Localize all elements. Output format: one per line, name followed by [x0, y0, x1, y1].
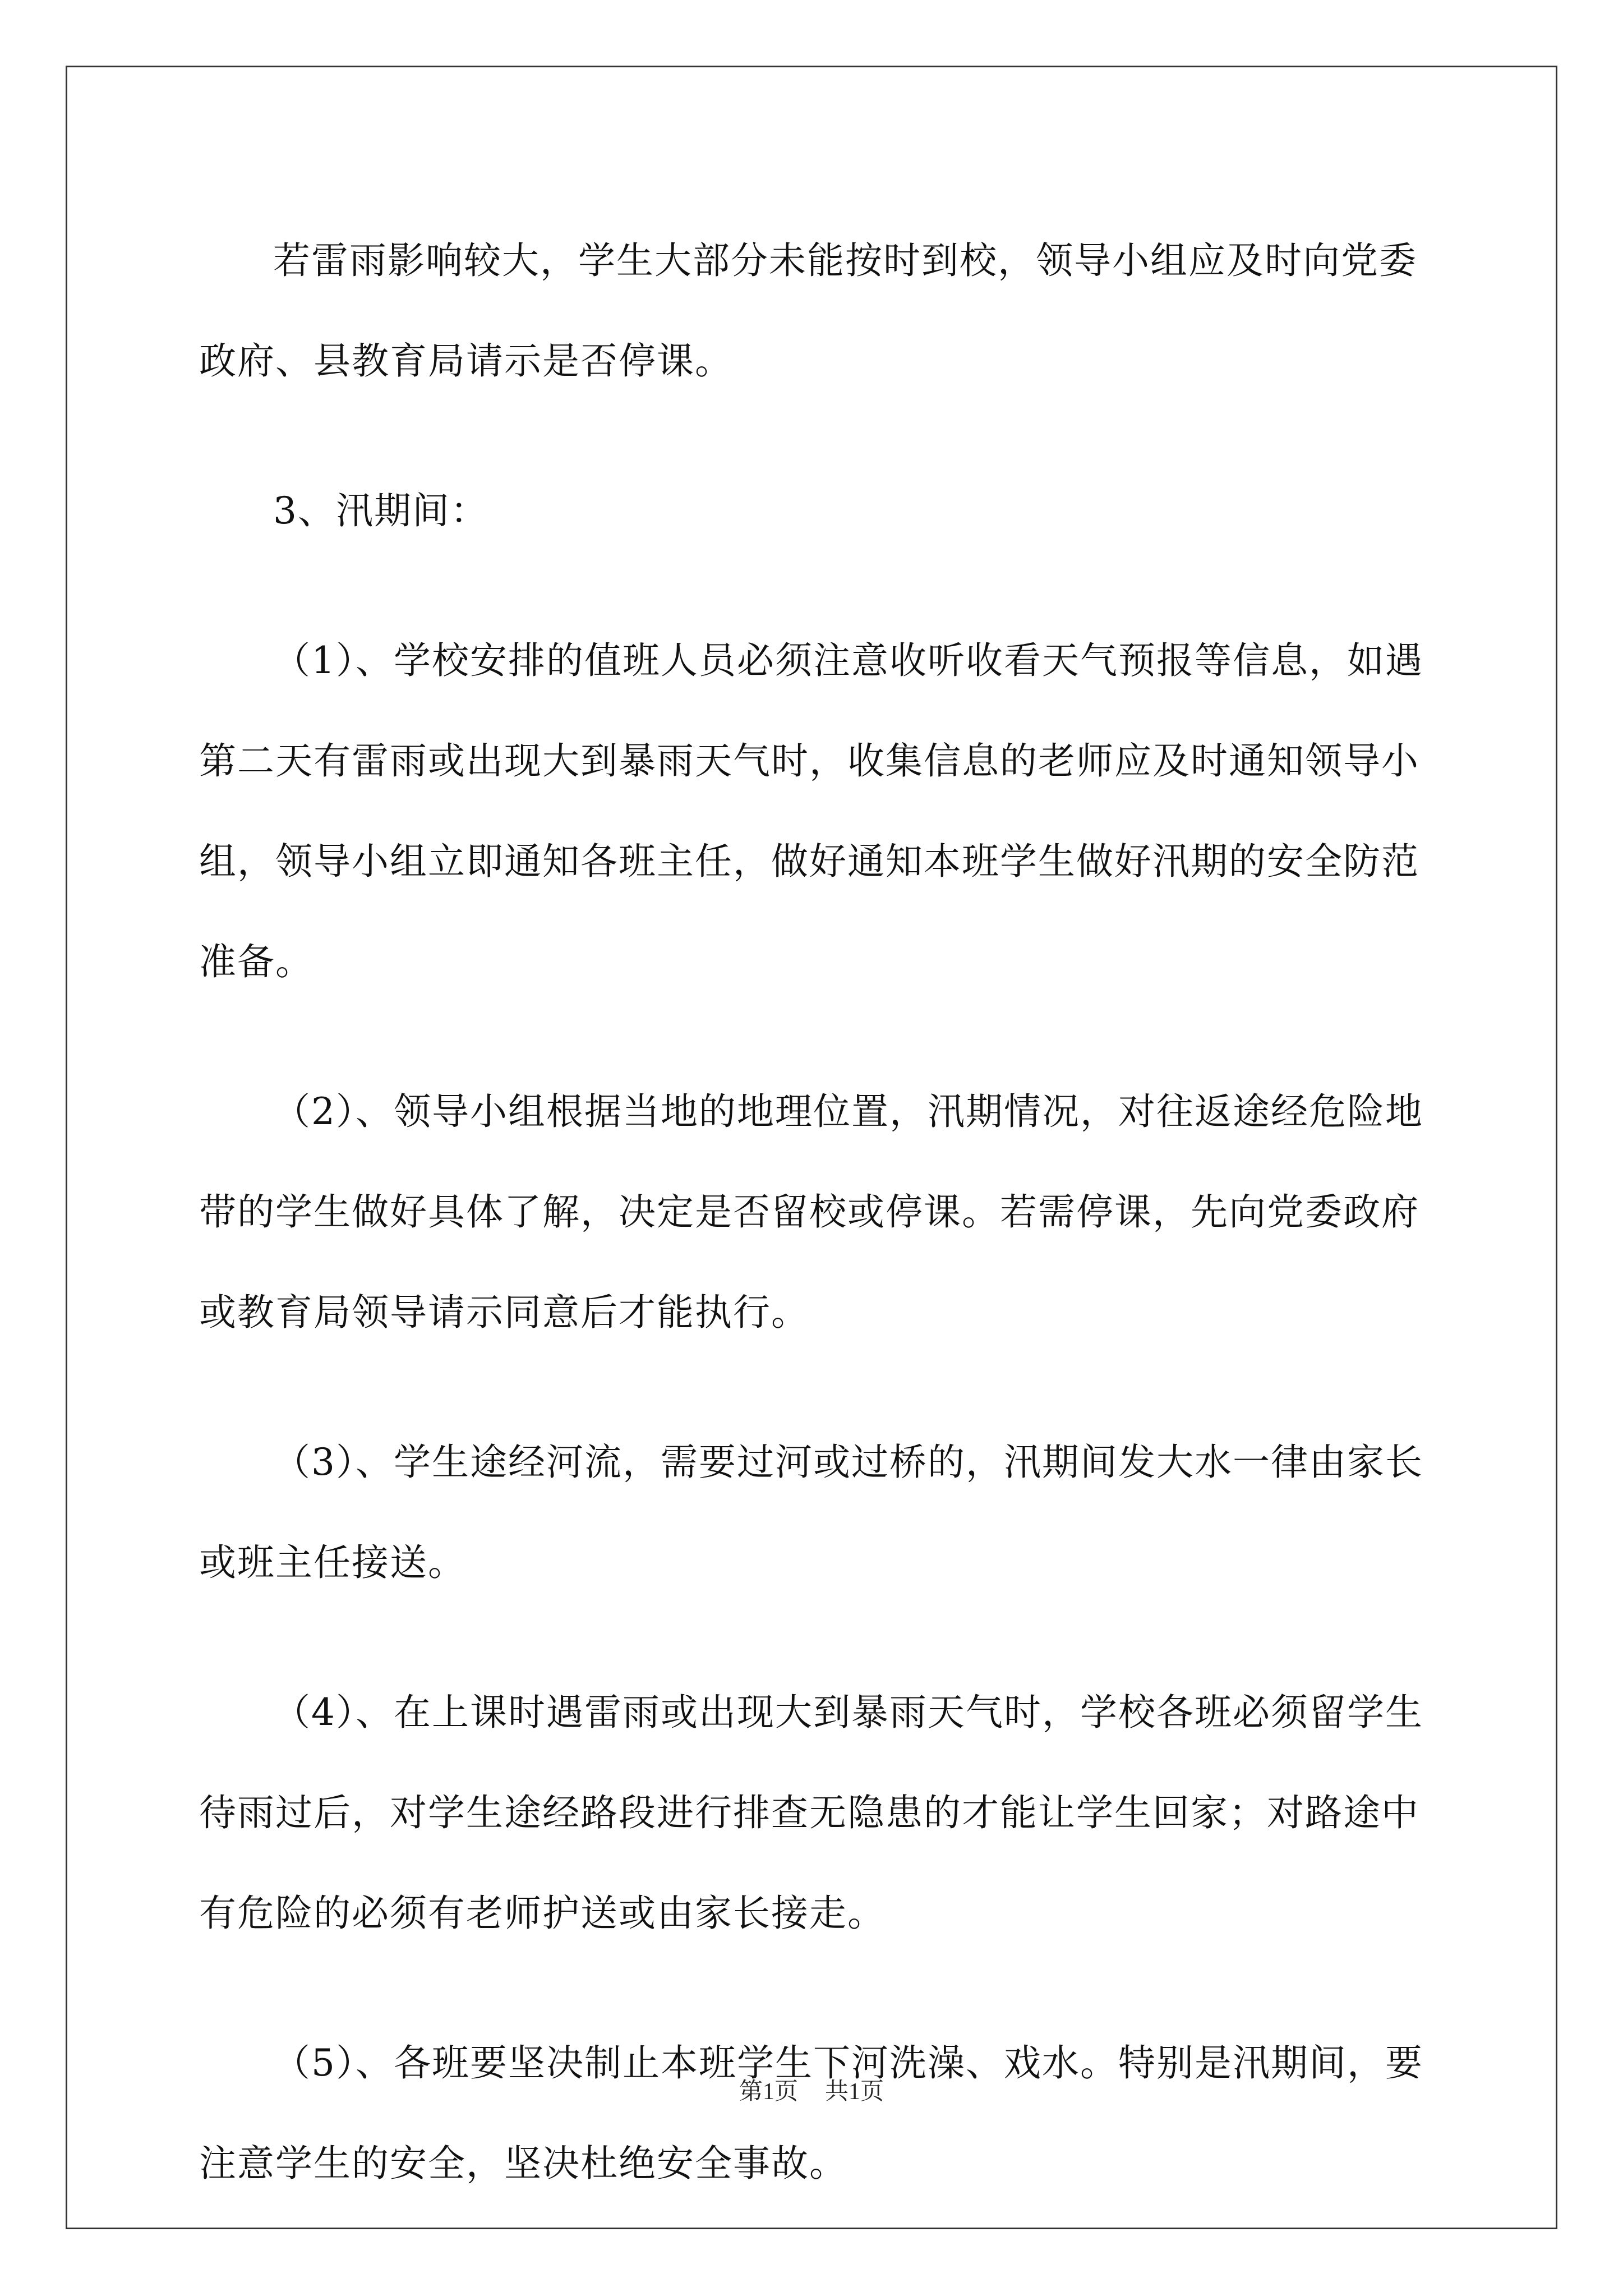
paragraph-item-5: （5）、各班要坚决制止本班学生下河洗澡、戏水。特别是汛期间，要注意学生的安全，坚决杜绝安全事故。 [199, 2041, 1423, 2185]
page-number-total: 共1页 [825, 2079, 884, 2105]
paragraph-item-2: （2）、领导小组根据当地的地理位置，汛期情况，对往返途经危险地带的学生做好具体了解，决定是否留校或停课。若需停课，先向党委政府或教育局领导请示同意后才能执行。 [199, 1090, 1423, 1334]
page-number-current: 第1页 [739, 2079, 798, 2105]
document-body [199, 210, 1433, 2263]
paragraph-suspension-request: 若雷雨影响较大，学生大部分未能按时到校，领导小组应及时向党委政府、县教育局请示是否停课。 [199, 239, 1417, 383]
paragraph-item-4: （4）、在上课时遇雷雨或出现大到暴雨天气时，学校各班必须留学生待雨过后，对学生途经路段进行排查无隐患的才能让学生回家；对路途中有危险的必须有老师护送或由家长接走。 [199, 1691, 1423, 1935]
section-heading-flood-season: 3、汛期间： [273, 489, 488, 532]
paragraph-item-1: （1）、学校安排的值班人员必须注意收听收看天气预报等信息，如遇第二天有雷雨或出现大到暴雨天气时，收集信息的老师应及时通知领导小组，领导小组立即通知各班主任，做好通知本班学生做好汛期的安全防范准备。 [199, 639, 1423, 983]
paragraph-item-3: （3）、学生途经河流，需要过河或过桥的，汛期间发大水一律由家长或班主任接送。 [199, 1441, 1423, 1584]
page-footer [0, 2073, 1623, 2106]
